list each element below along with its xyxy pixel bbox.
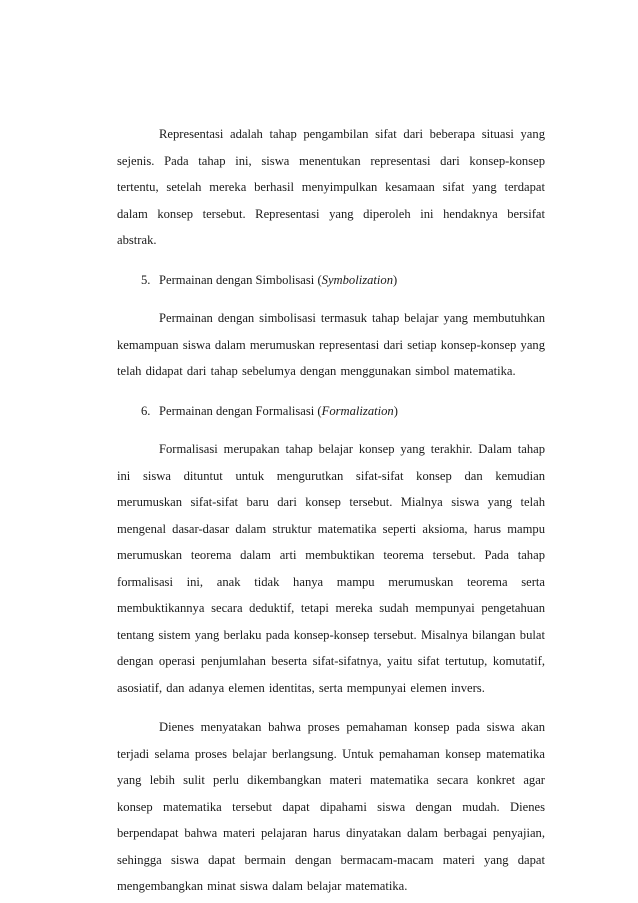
heading-term: Formalization — [321, 403, 394, 418]
paragraph-gap — [117, 385, 545, 398]
heading-close: ) — [393, 403, 398, 418]
heading-number: 5. — [141, 272, 151, 287]
paragraph-gap — [117, 254, 545, 267]
paragraph-gap — [117, 293, 545, 305]
heading-close: ) — [393, 272, 398, 287]
heading-formalisasi — [117, 398, 545, 425]
paragraph-gap — [117, 701, 545, 714]
document-page — [117, 121, 545, 900]
heading-text: Permainan dengan Simbolisasi ( — [159, 272, 322, 287]
paragraph-representasi: Representasi adalah tahap pengambilan sifat dari beberapa situasi yang sejenis. Pada tahap ini, siswa menentukan representasi dari konsep-konsep tertentu, setelah mereka berhasil menyimpulkan kesamaan sifat yang terdapat dalam konsep tersebut. Representasi yang diperoleh ini hendaknya bersifat abstrak. — [117, 127, 545, 247]
paragraph-formalisasi: Formalisasi merupakan tahap belajar konsep yang terakhir. Dalam tahap ini siswa dituntut untuk mengurutkan sifat-sifat konsep dan kemudian merumuskan sifat-sifat baru dari konsep tersebut. Mialnya siswa yang telah mengenal dasar-dasar dalam struktur matematika seperti aksioma, harus mampu merumuskan teorema dalam arti membuktikan teorema tersebut. Pada tahap formalisasi ini, anak tidak hanya mampu merumuskan teorema serta membuktikannya secara deduktif, tetapi mereka sudah mempunyai pengetahuan tentang sistem yang berlaku pada konsep-konsep tersebut. Misalnya bilangan bulat dengan operasi penjumlahan beserta sifat-sifatnya, yaitu sifat tertutup, komutatif, asosiatif, dan adanya elemen identitas, serta mempunyai elemen invers. — [117, 442, 545, 695]
heading-text: Permainan dengan Formalisasi ( — [159, 403, 322, 418]
paragraph-dienes: Dienes menyatakan bahwa proses pemahaman konsep pada siswa akan terjadi selama proses belajar berlangsung. Untuk pemahaman konsep matematika yang lebih sulit perlu dikembangkan materi matematika secara konkret agar konsep matematika tersebut dapat dipahami siswa dengan mudah. Dienes berpendapat bahwa materi pelajaran harus dinyatakan dalam berbagai penyajian, sehingga siswa dapat bermain dengan bermacam-macam materi yang dapat mengembangkan minat siswa dalam belajar matematika. — [117, 720, 545, 893]
paragraph-gap — [117, 424, 545, 436]
paragraph-simbolisasi: Permainan dengan simbolisasi termasuk tahap belajar yang membutuhkan kemampuan siswa dalam merumuskan representasi dari setiap konsep-konsep yang telah didapat dari tahap sebelumya dengan menggunakan simbol matematika. — [117, 311, 545, 378]
heading-simbolisasi — [117, 267, 545, 294]
heading-number: 6. — [141, 403, 151, 418]
heading-term: Symbolization — [321, 272, 394, 287]
